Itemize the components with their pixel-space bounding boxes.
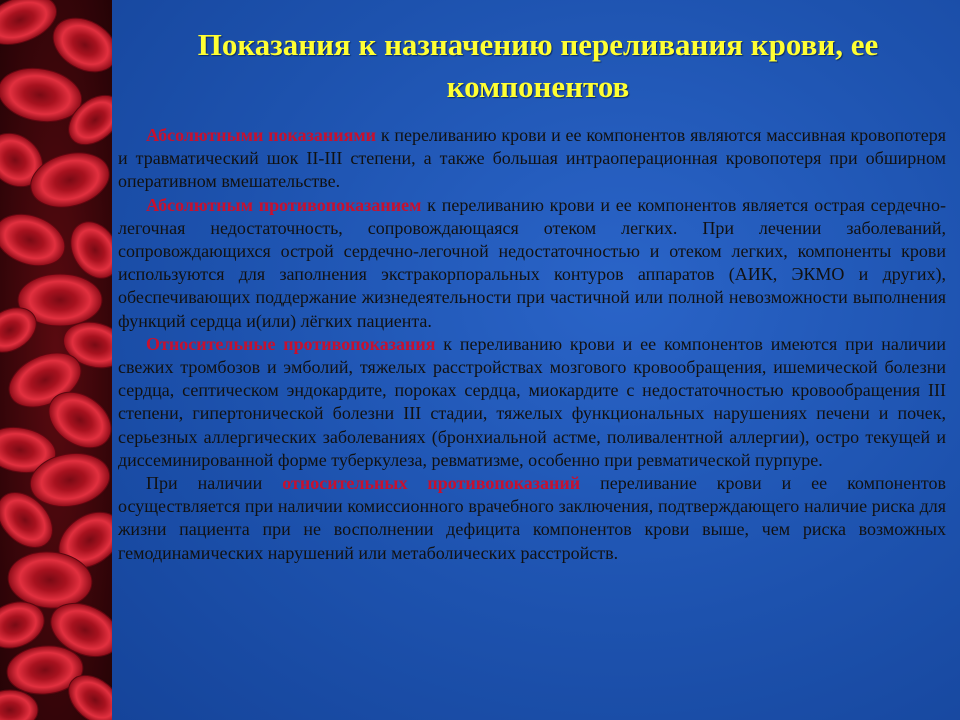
paragraph-text: к переливанию крови и ее компонентов являются массивная кровопотеря и травматический шок II-III степени, а также большая интраоперационная кровопотеря при обширном оперативном вмешательстве. [118,125,947,192]
paragraph-absolute-indications [118,124,946,194]
paragraph-text-before: При наличии [146,473,283,494]
blood-cells-image [0,0,112,720]
highlight-absolute-contraindication: Абсолютным противопоказанием [146,194,422,215]
highlight-absolute-indications: Абсолютными показаниями [146,125,376,145]
paragraph-text: к переливанию крови и ее компонентов имеются при наличии свежих тромбозов и эмболий, тяжелых расстройствах мозгового кровообращения, ишемической болезни сердца, септическом эндокардите, пороках сердца, миокардите с недостаточностью кровообращения III степени, гипертонической болезни III стадии, тяжелых функциональных нарушениях печени и почек, серьезных аллергических заболеваниях (бронхиальной астме, поливалентной аллергии), остро текущей и диссеминированной форме туберкулеза, ревматизме, особенно при ревматической пурпуре. [118,333,947,470]
paragraph-text: переливание крови и ее компонентов осуществляется при наличии комиссионного врачебного заключения, подтверждающего наличие риска для жизни пациента при не восполнении дефицита компонентов крови выше, чем риска возможных гемодинамических нарушений или метаболических расстройств. [118,473,946,563]
paragraph-commission-conclusion [118,472,946,565]
red-blood-cells-icon [0,0,112,720]
highlight-relative-contraindications: Относительные противопоказания [146,333,436,354]
paragraph-text: к переливанию крови и ее компонентов является острая сердечно-легочная недостаточность, сопровождающаяся отеком легких. При лечении заболеваний, сопровождающихся острой сердечно-легочной недостаточностью и отеком легких, компоненты крови используются для заполнения экстракорпоральных контуров аппаратов (АИК, ЭКМО и других), обеспечивающих поддержание жизнедеятельности при частичной или полной невозможности выполнения функций сердца и(или) лёгких пациента. [118,194,946,331]
paragraph-absolute-contraindication [118,194,946,333]
slide-body [118,124,946,565]
paragraph-relative-contraindications [118,333,946,472]
slide-title: Показания к назначению переливания крови, ее компонентов [197,27,879,104]
highlight-relative-contraindications-2: относительных противопоказаний [282,473,581,494]
